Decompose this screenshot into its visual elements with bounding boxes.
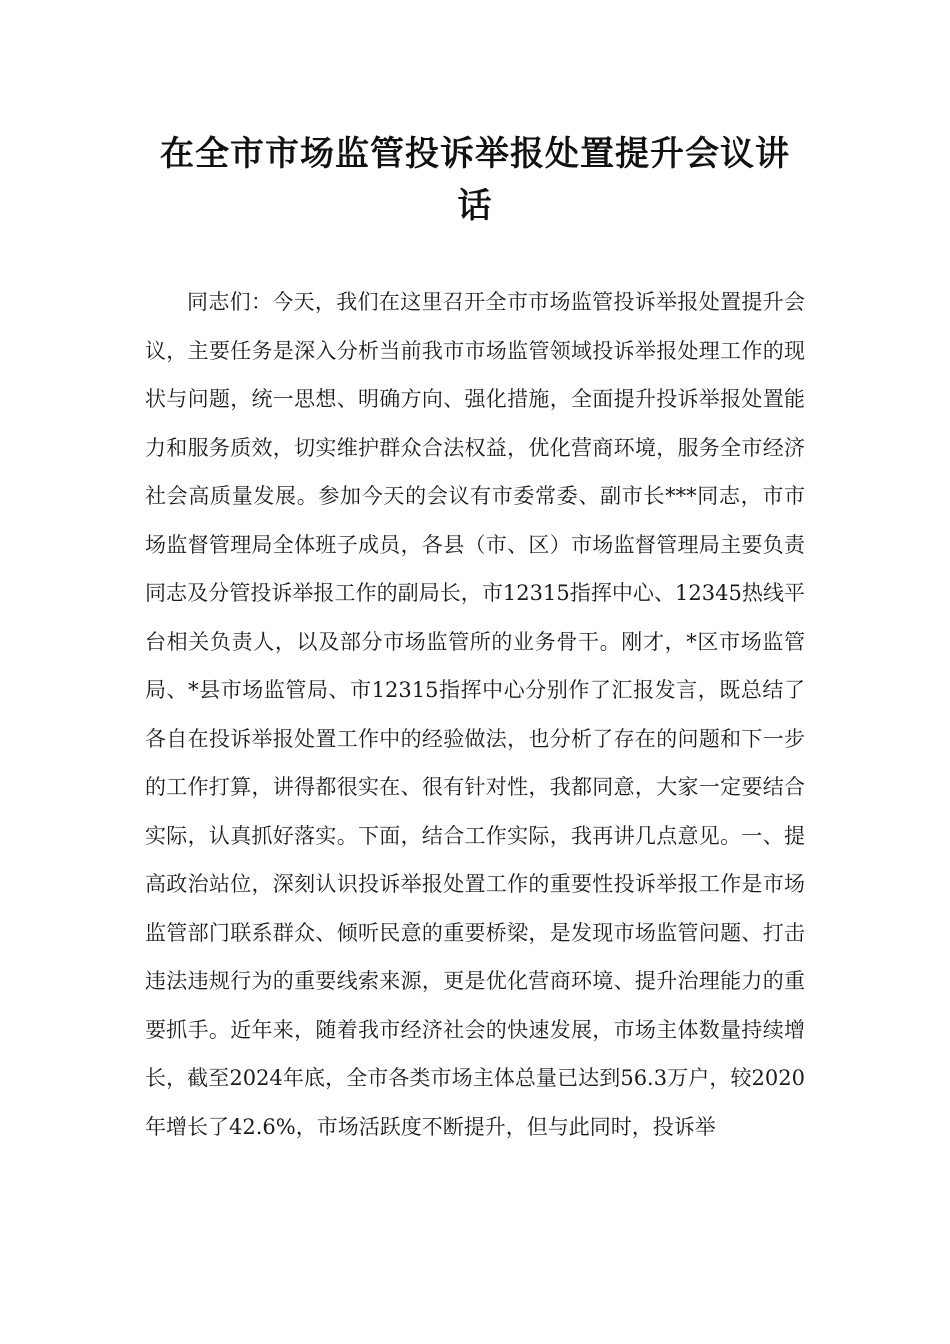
document-body-paragraph: 同志们：今天，我们在这里召开全市市场监管投诉举报处置提升会议，主要任务是深入分析当前我市市场监管领域投诉举报处理工作的现状与问题，统一思想、明确方向、强化措施，全面提升投诉举报处置能力和服务质效，切实维护群众合法权益，优化营商环境，服务全市经济社会高质量发展。参加今天的会议有市委常委、副市长***同志，市市场监督管理局全体班子成员，各县（市、区）市场监督管理局主要负责同志及分管投诉举报工作的副局长，市12315指挥中心、12345热线平台相关负责人，以及部分市场监管所的业务骨干。刚才，*区市场监管局、*县市场监管局、市12315指挥中心分别作了汇报发言，既总结了各自在投诉举报处置工作中的经验做法，也分析了存在的问题和下一步的工作打算，讲得都很实在、很有针对性，我都同意，大家一定要结合实际，认真抓好落实。下面，结合工作实际，我再讲几点意见。一、提高政治站位，深刻认识投诉举报处置工作的重要性投诉举报工作是市场监管部门联系群众、倾听民意的重要桥梁，是发现市场监管问题、打击违法违规行为的重要线索来源，更是优化营商环境、提升治理能力的重要抓手。近年来，随着我市经济社会的快速发展，市场主体数量持续增长，截至2024年底，全市各类市场主体总量已达到56.3万户，较2020年增长了42.6%，市场活跃度不断提升，但与此同时，投诉举: [145, 290, 805, 1139]
document-title: 在全市市场监管投诉举报处置提升会议讲话: [160, 134, 790, 226]
